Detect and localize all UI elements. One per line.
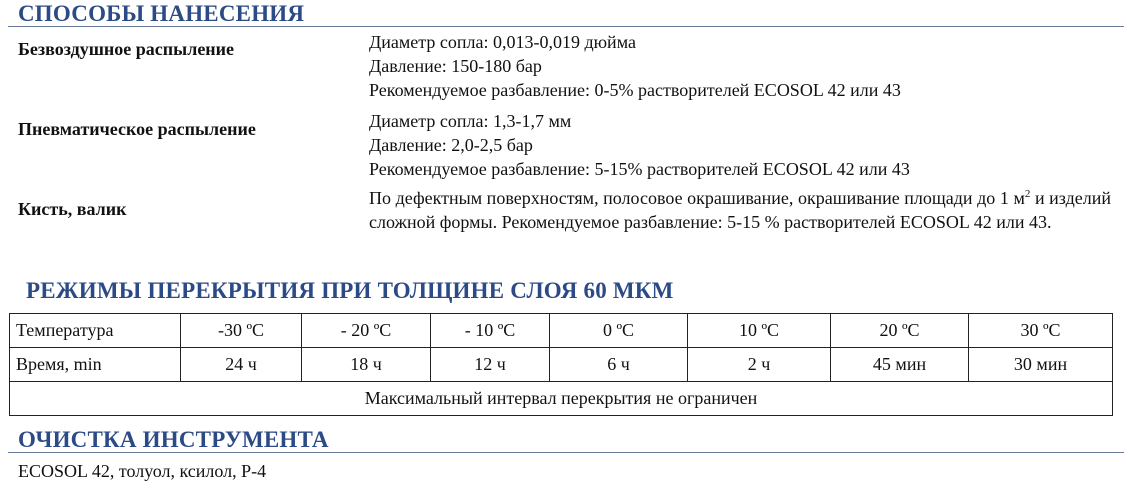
table-cell: 30 ºС [969,314,1113,348]
table-row [10,382,1113,416]
title-underline [8,452,1124,453]
table-cell: 45 мин [831,348,969,382]
brush-desc-text: По дефектным поверхностям, полосовое окрашивание, окрашивание площади до 1 м [369,188,1025,208]
desc-line: Давление: 150-180 бар [369,56,542,76]
method-desc-airless [369,30,1111,102]
table-row [10,314,1113,348]
desc-line: Давление: 2,0-2,5 бар [369,135,533,155]
table-cell: 10 ºС [688,314,831,348]
table-cell: 24 ч [181,348,302,382]
table-cell: - 10 ºС [431,314,550,348]
title-underline [8,26,1124,27]
tool-cleaning-title: ОЧИСТКА ИНСТРУМЕНТА [18,427,329,452]
table-cell: 30 мин [969,348,1113,382]
time-label: Время, min [10,348,181,382]
table-cell: 0 ºС [550,314,688,348]
overcoating-title: РЕЖИМЫ ПЕРЕКРЫТИЯ ПРИ ТОЛЩИНЕ СЛОЯ 60 МКМ [26,278,674,303]
cleaning-solvents: ECOSOL 42, толуол, ксилол, Р-4 [18,461,267,481]
table-cell: 20 ºС [831,314,969,348]
table-cell: 18 ч [302,348,431,382]
table-row [10,348,1113,382]
table-cell: 2 ч [688,348,831,382]
table-cell: 12 ч [431,348,550,382]
max-interval-note: Максимальный интервал перекрытия не ограничен [10,382,1113,416]
desc-line: Рекомендуемое разбавление: 5-15% растворителей ECOSOL 42 или 43 [369,159,910,179]
desc-line: Рекомендуемое разбавление: 0-5% растворителей ECOSOL 42 или 43 [369,80,901,100]
desc-line: Диаметр сопла: 0,013-0,019 дюйма [369,32,636,52]
table-cell: -30 ºС [181,314,302,348]
overcoating-table [9,313,1113,416]
desc-line: Диаметр сопла: 1,3-1,7 мм [369,111,572,131]
method-label-pneumatic: Пневматическое распыление [18,119,256,139]
area-unit-superscript: 2 [1024,188,1031,200]
application-methods-title: СПОСОБЫ НАНЕСЕНИЯ [18,1,305,26]
temperature-label: Температура [10,314,181,348]
method-label-airless: Безвоздушное распыление [18,39,235,59]
method-desc-brush-roller [369,186,1111,234]
method-label-brush-roller: Кисть, валик [18,199,127,219]
brush-desc-text-cont: и изделий сложной формы. Рекомендуемое разбавление: 5-15 % растворителей ECOSOL 42 или 43. [369,188,1111,232]
table-cell: 6 ч [550,348,688,382]
table-cell: - 20 ºС [302,314,431,348]
method-desc-pneumatic [369,109,1111,181]
